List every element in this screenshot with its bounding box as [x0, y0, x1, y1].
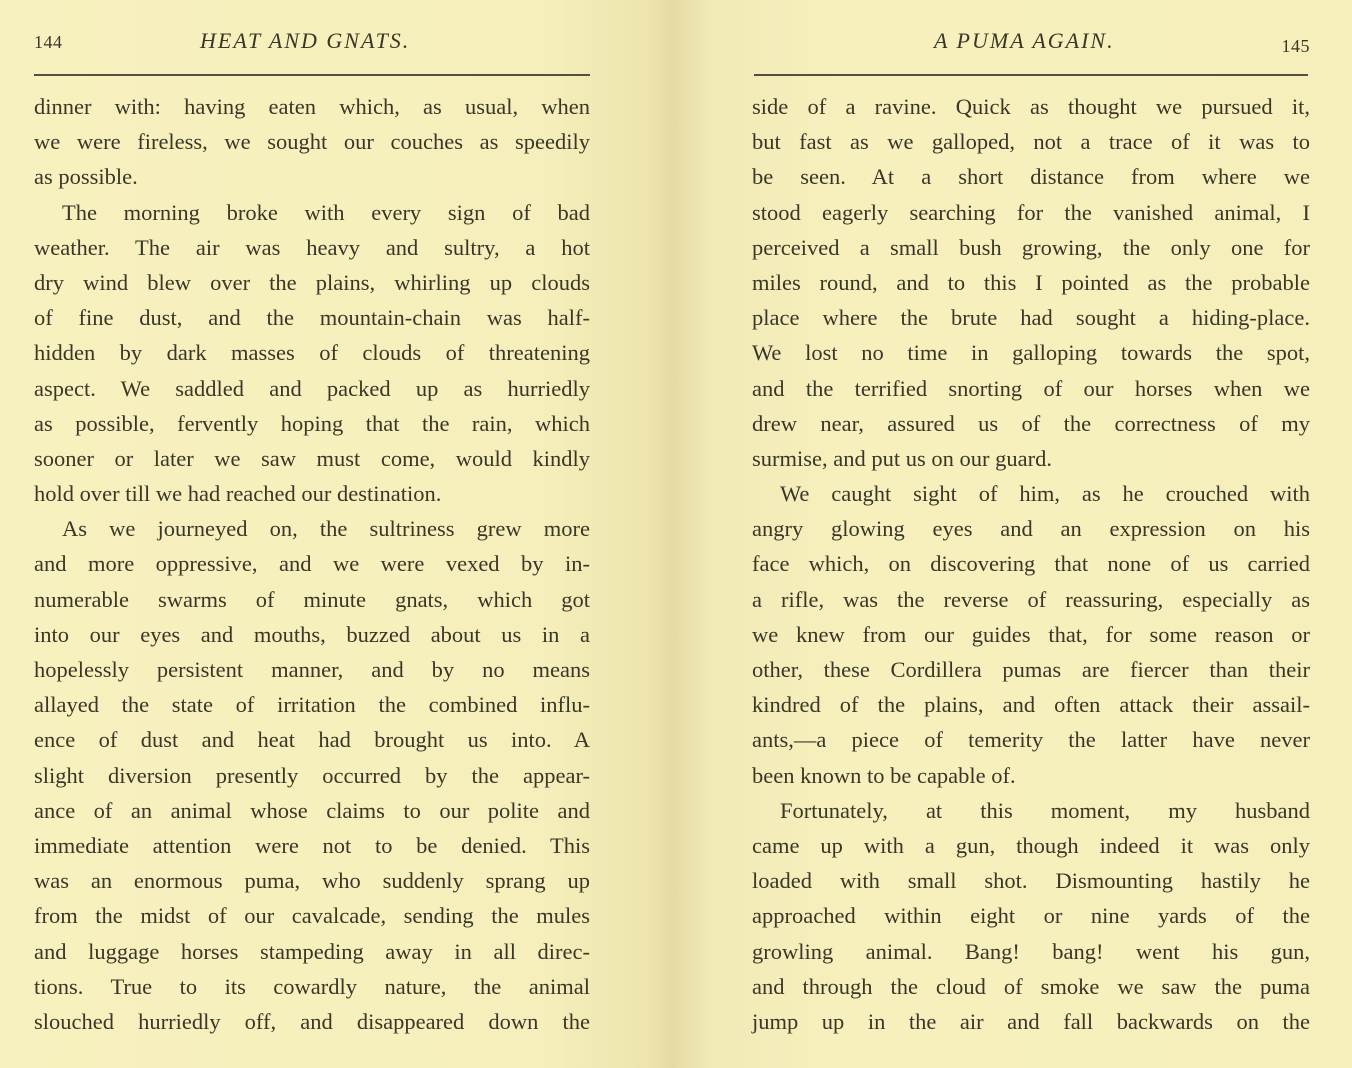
text-line: surmise, and put us on our guard.: [752, 445, 1052, 471]
text-line: we knew from our guides that, for some reason or: [752, 621, 1310, 647]
text-line: from the midst of our cavalcade, sending the mules: [34, 903, 590, 929]
text-line: side of a ravine. Quick as thought we pursued it,: [752, 94, 1310, 119]
text-line: allayed the state of irritation the combined influ-: [34, 692, 590, 718]
text-line: miles round, and to this I pointed as the probable: [752, 269, 1310, 295]
text-line: sooner or later we saw must come, would kindly: [34, 445, 590, 471]
text-line: tions. True to its cowardly nature, the animal: [34, 973, 590, 999]
left-page-text: [34, 89, 590, 1039]
text-line: numerable swarms of minute gnats, which got: [34, 586, 590, 612]
text-line: approached within eight or nine yards of the: [752, 903, 1310, 929]
text-line: aspect. We saddled and packed up as hurriedly: [34, 375, 590, 401]
text-line: dinner with: having eaten which, as usual, when: [34, 94, 590, 119]
text-line: As we journeyed on, the sultriness grew more: [62, 516, 590, 542]
text-line: Fortunately, at this moment, my husband: [780, 797, 1310, 823]
text-line: angry glowing eyes and an expression on his: [752, 516, 1310, 542]
text-line: ence of dust and heat had brought us into. A: [34, 727, 590, 753]
text-line: weather. The air was heavy and sultry, a hot: [34, 234, 590, 260]
text-line: came up with a gun, though indeed it was only: [752, 832, 1310, 858]
text-line: hold over till we had reached our destination.: [34, 481, 442, 507]
text-line: as possible, fervently hoping that the rain, which: [34, 410, 590, 436]
right-page: [676, 0, 1352, 1068]
right-page-number: 145: [1281, 36, 1310, 56]
text-line: slouched hurriedly off, and disappeared down the: [34, 1008, 590, 1034]
text-line: place where the brute had sought a hiding-place.: [752, 305, 1310, 331]
text-line: stood eagerly searching for the vanished animal, I: [752, 199, 1310, 225]
text-line: as possible.: [34, 164, 138, 190]
text-line: and through the cloud of smoke we saw the puma: [752, 973, 1310, 999]
text-line: jump up in the air and fall backwards on the: [752, 1008, 1310, 1034]
text-line: hopelessly persistent manner, and by no means: [34, 657, 590, 682]
text-line: We lost no time in galloping towards the spot,: [752, 340, 1310, 366]
text-line: been known to be capable of.: [752, 762, 1016, 788]
text-line: we were fireless, we sought our couches as speedily: [34, 129, 590, 155]
text-line: growling animal. Bang! bang! went his gun,: [752, 938, 1310, 964]
right-running-head: [754, 28, 1310, 58]
text-line: slight diversion presently occurred by the appear-: [34, 762, 590, 788]
text-line: hidden by dark masses of clouds of threatening: [34, 340, 590, 366]
text-line: be seen. At a short distance from where we: [752, 164, 1310, 190]
left-page-number: 144: [34, 32, 63, 52]
text-line: but fast as we galloped, not a trace of it was to: [752, 129, 1310, 155]
text-line: drew near, assured us of the correctness of my: [752, 410, 1310, 436]
text-line: perceived a small bush growing, the only one for: [752, 234, 1310, 260]
text-line: of fine dust, and the mountain-chain was half-: [34, 305, 590, 331]
text-line: immediate attention were not to be denied. This: [34, 832, 590, 858]
text-line: kindred of the plains, and often attack their assail-: [752, 692, 1310, 718]
text-line: a rifle, was the reverse of reassuring, especially as: [752, 586, 1310, 612]
text-line: face which, on discovering that none of us carried: [752, 551, 1310, 577]
right-running-title: A PUMA AGAIN.: [934, 28, 1115, 53]
text-line: loaded with small shot. Dismounting hastily he: [752, 868, 1310, 894]
text-line: ants,—a piece of temerity the latter have never: [752, 727, 1310, 753]
right-header-rule: [754, 74, 1308, 76]
text-line: and the terrified snorting of our horses when we: [752, 375, 1310, 401]
left-running-title: HEAT AND GNATS.: [200, 28, 411, 53]
text-line: and luggage horses stampeding away in all direc-: [34, 938, 590, 964]
right-page-text: [752, 89, 1310, 1039]
text-line: The morning broke with every sign of bad: [62, 199, 590, 225]
left-header-rule: [34, 74, 590, 76]
left-running-head: [34, 28, 590, 58]
text-line: dry wind blew over the plains, whirling up clouds: [34, 269, 590, 295]
text-line: and more oppressive, and we were vexed by in-: [34, 551, 590, 577]
text-line: into our eyes and mouths, buzzed about us in a: [34, 621, 590, 647]
text-line: other, these Cordillera pumas are fiercer than their: [752, 657, 1310, 682]
text-line: was an enormous puma, who suddenly sprang up: [34, 868, 590, 894]
text-line: We caught sight of him, as he crouched with: [780, 481, 1310, 507]
text-line: ance of an animal whose claims to our polite and: [34, 797, 590, 823]
